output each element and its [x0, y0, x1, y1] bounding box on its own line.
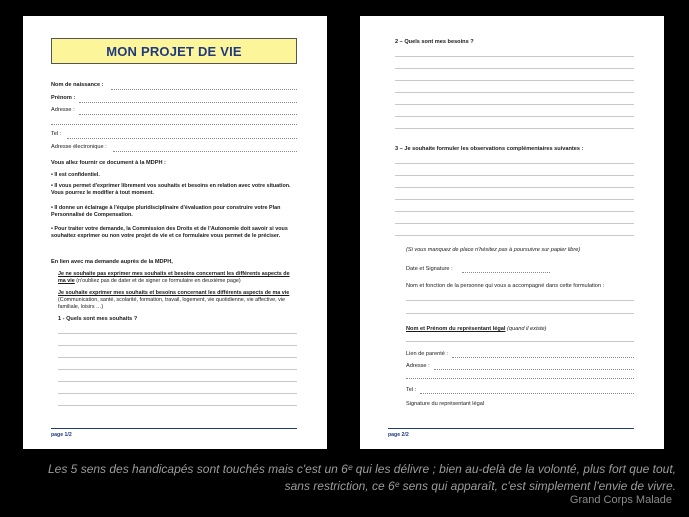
answer-line [395, 56, 634, 57]
answer-line [395, 211, 634, 212]
legal-rep-label: Nom et Prénom du représentant légal [406, 326, 506, 332]
answer-line [395, 68, 634, 69]
bullet-4: • Pour traiter votre demande, la Commission des Droits et de l'Autonomie doit savoir si vous souhaitez exprimer ou non votre projet de vie et ce formulaire vous permet de le préciser. [51, 226, 288, 239]
kinship-label: Lien de parenté : [406, 351, 448, 357]
answer-line [58, 381, 297, 382]
question-1: 1 - Quels sont mes souhaits ? [58, 316, 138, 322]
answer-line [58, 345, 297, 346]
quote-author: Grand Corps Malade [569, 494, 672, 506]
field-adresse-label: Adresse : [51, 107, 75, 113]
option-express-note: (Communication, santé, scolarité, formation, travail, logement, vie quotidienne, vie affective, vie familiale, loisirs …) [58, 296, 286, 310]
question-2: 2 – Quels sont mes besoins ? [395, 39, 474, 45]
accompanied-label: Nom et fonction de la personne qui vous a accompagné dans cette formulation : [406, 283, 605, 289]
option-express[interactable] [58, 290, 293, 310]
form-page-1 [23, 16, 327, 449]
answer-line [395, 163, 634, 164]
rep-signature-label: Signature du représentant légal [406, 401, 485, 407]
answer-line [406, 300, 634, 301]
field-email-label: Adresse électronique : [51, 144, 107, 150]
intro-text: Vous allez fournir ce document à la MDPH : [51, 160, 166, 166]
link-heading: En lien avec ma demande auprès de la MDPH, [51, 259, 173, 265]
footer-rule [51, 428, 297, 429]
kinship-line [452, 357, 634, 358]
form-title: MON PROJET DE VIE [51, 38, 297, 64]
legal-rep-note: (quand il existe) [505, 326, 547, 332]
field-adresse-line [79, 114, 297, 115]
date-signature-label: Date et Signature : [406, 266, 453, 272]
rep-address-line-2 [406, 378, 634, 379]
answer-line [395, 80, 634, 81]
answer-line [58, 393, 297, 394]
answer-line [395, 116, 634, 117]
rep-address-line [434, 369, 634, 370]
answer-line [395, 235, 634, 236]
footer-rule [388, 428, 634, 429]
field-tel-label: Tel : [51, 131, 62, 137]
answer-line [58, 357, 297, 358]
quote-caption: Les 5 sens des handicapés sont touchés mais c'est un 6ᵉ qui les délivre ; bien au-delà de la volonté, plus fort que tout, sans restriction, ce 6ᵉ sens qui apparaît, c'est simplement l'envie de vivre. [48, 462, 676, 493]
page-number: page 2/2 [388, 432, 409, 438]
option-express-label: Je souhaite exprimer mes souhaits et besoins concernant les différents aspects de ma vie [58, 290, 290, 296]
field-nom-line [111, 89, 297, 90]
rep-tel-line [420, 393, 634, 394]
page-number: page 1/2 [51, 432, 72, 438]
form-page-2 [360, 16, 664, 449]
rep-address-label: Adresse : [406, 363, 430, 369]
answer-line [395, 187, 634, 188]
answer-line [58, 333, 297, 334]
field-tel-line [67, 138, 297, 139]
answer-line [58, 405, 297, 406]
date-signature-line [462, 272, 550, 273]
field-email-line [113, 151, 297, 152]
answer-line [395, 223, 634, 224]
answer-line [395, 104, 634, 105]
bullet-3: • Il donne un éclairage à l'équipe pluridisciplinaire d'évaluation pour construire votre Plan Personnalisé de Compensation. [51, 205, 281, 218]
answer-line [395, 199, 634, 200]
rep-tel-label: Tel : [406, 387, 417, 393]
option-no-express[interactable] [58, 271, 293, 285]
answer-line [395, 128, 634, 129]
answer-line [406, 341, 634, 342]
question-3: 3 – Je souhaite formuler les observations complémentaires suivantes : [395, 146, 584, 152]
answer-line [395, 92, 634, 93]
answer-line [58, 369, 297, 370]
field-prenom-label: Prénom : [51, 95, 76, 101]
bullet-2: • Il vous permet d'exprimer librement vos souhaits et besoins en relation avec votre situation. Vous pourrez le modifier à tout moment. [51, 183, 291, 196]
field-prenom-line [79, 102, 297, 103]
option-no-express-note: (n'oubliez pas de dater et de signer ce formulaire en deuxième page) [74, 277, 241, 284]
answer-line [406, 313, 634, 314]
field-adresse-line-2 [51, 124, 297, 125]
answer-line [395, 175, 634, 176]
field-nom-label: Nom de naissance : [51, 82, 104, 88]
space-note: (Si vous manquez de place n'hésitez pas à poursuivre sur papier libre) [406, 247, 581, 253]
option-no-express-label: Je ne souhaite pas exprimer mes souhaits et besoins concernant les différents aspects de ma vie [58, 271, 290, 284]
bullet-1: • Il est confidentiel. [51, 172, 100, 178]
legal-rep-heading [406, 326, 547, 333]
